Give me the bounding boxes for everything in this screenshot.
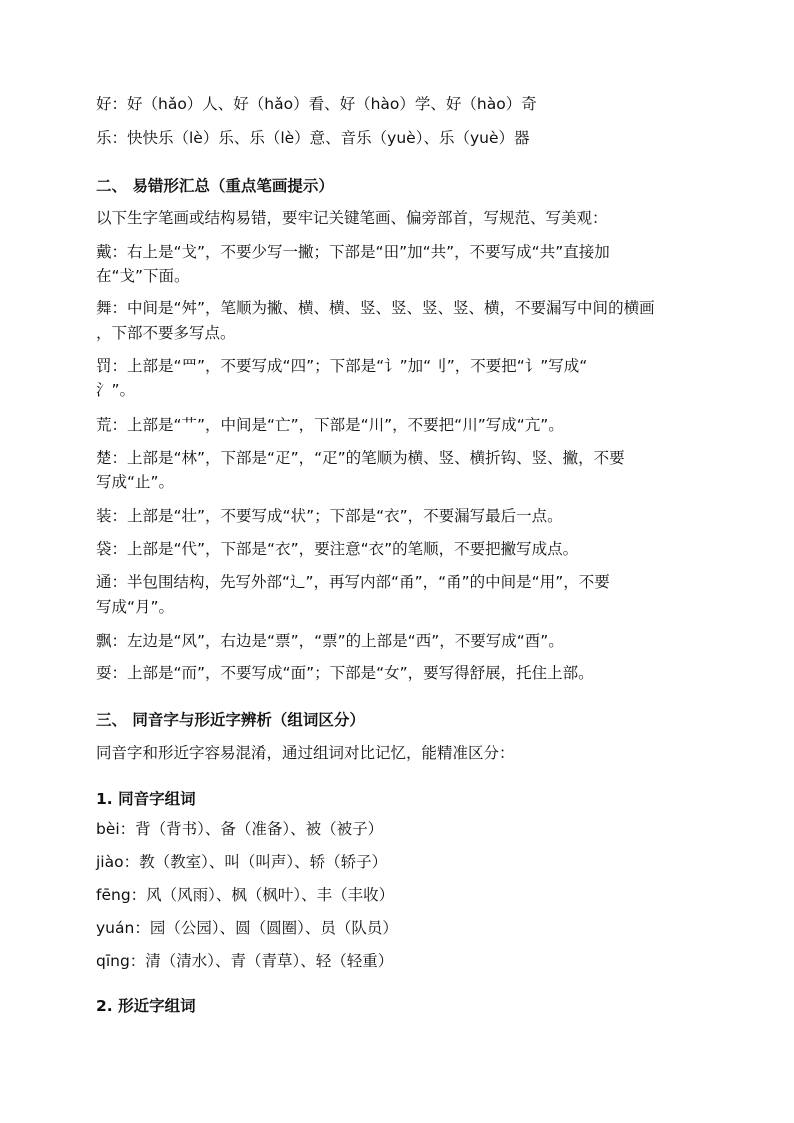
entry-tong-line2: 写成“月”。 xyxy=(96,598,175,616)
section-3-heading: 三、 同音字与形近字辨析（组词区分） xyxy=(96,711,365,729)
entry-zhuang-line: 装：上部是“壮”，不要写成“状”；下部是“衣”，不要漏写最后一点。 xyxy=(96,507,563,525)
polyphone-hao-line: 好：好（hǎo）人、好（hǎo）看、好（hào）学、好（hào）奇 xyxy=(96,95,537,113)
homophone-bei-line: bèi：背（背书）、备（准备）、被（被子） xyxy=(96,820,384,838)
entry-dai-line2: 在“戈”下面。 xyxy=(96,267,190,285)
entry-fa-line1: 罚：上部是“罒”，不要写成“四”；下部是“讠”加“刂”，不要把“讠”写成“ xyxy=(96,357,588,375)
entry-huang-line: 荒：上部是“艹”，中间是“亡”，下部是“川”，不要把“川”写成“亢”。 xyxy=(96,416,564,434)
entry-dai-line1: 戴：右上是“戈”，不要少写一撇；下部是“田”加“共”，不要写成“共”直接加 xyxy=(96,243,610,261)
entry-wu-line1: 舞：中间是“舛”，笔顺为撇、横、横、竖、竖、竖、竖、横，不要漏写中间的横画 xyxy=(96,299,655,317)
section-2-heading: 二、 易错形汇总（重点笔画提示） xyxy=(96,177,334,195)
entry-dai-bag-line: 袋：上部是“代”，下部是“衣”，要注意“衣”的笔顺，不要把撇写成点。 xyxy=(96,540,579,558)
section-2-intro: 以下生字笔画或结构易错，要牢记关键笔画、偏旁部首，写规范、写美观： xyxy=(96,209,608,227)
entry-shua-line: 耍：上部是“而”，不要写成“面”；下部是“女”，要写得舒展，托住上部。 xyxy=(96,664,594,682)
homophone-qing-line: qīng：清（清水）、青（青草）、轻（轻重） xyxy=(96,952,394,970)
homophone-jiao-line: jiào：教（教室）、叫（叫声）、轿（轿子） xyxy=(96,853,388,871)
homophone-yuan-line: yuán：园（公园）、圆（圆圈）、员（队员） xyxy=(96,919,398,937)
subsection-1-heading: 1. 同音字组词 xyxy=(96,790,196,808)
entry-chu-line2: 写成“止”。 xyxy=(96,473,175,491)
entry-tong-line1: 通：半包围结构，先写外部“辶”，再写内部“甬”，“甬”的中间是“用”，不要 xyxy=(96,573,610,591)
polyphone-le-line: 乐：快快乐（lè）乐、乐（lè）意、音乐（yuè）、乐（yuè）器 xyxy=(96,129,530,147)
entry-fa-line2: 氵”。 xyxy=(96,381,136,399)
entry-chu-line1: 楚：上部是“林”，下部是“疋”，“疋”的笔顺为横、竖、横折钩、竖、撇，不要 xyxy=(96,449,625,467)
subsection-2-heading: 2. 形近字组词 xyxy=(96,997,196,1015)
entry-piao-line: 飘：左边是“风”，右边是“票”，“票”的上部是“西”，不要写成“酉”。 xyxy=(96,632,564,650)
entry-wu-line2: ，下部不要多写点。 xyxy=(96,324,236,342)
section-3-intro: 同音字和形近字容易混淆，通过组词对比记忆，能精准区分： xyxy=(96,744,515,762)
homophone-feng-line: fēng：风（风雨）、枫（枫叶）、丰（丰收） xyxy=(96,886,395,904)
